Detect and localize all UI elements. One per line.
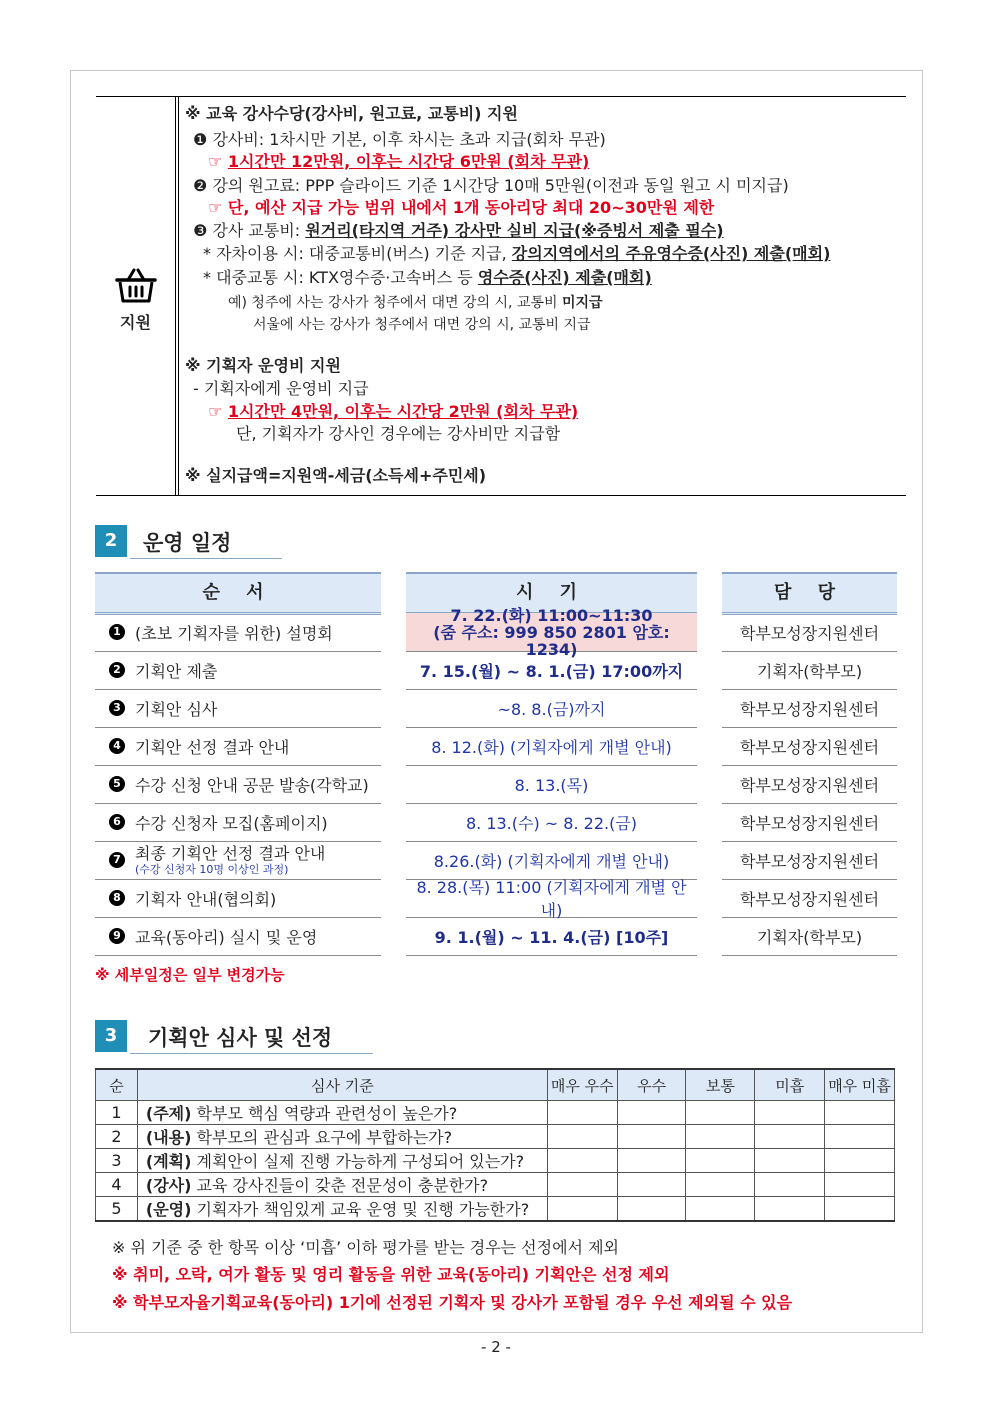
eval-row-number: 1 — [96, 1101, 138, 1125]
task-text — [135, 925, 317, 948]
task-label: 기획안 제출 — [135, 661, 218, 681]
task-label: 최종 기획안 선정 결과 안내 — [135, 843, 326, 863]
eval-category: (운영) — [145, 1200, 192, 1219]
support-text: 강사 교통비: — [212, 221, 306, 240]
schedule-time-cell — [406, 765, 697, 804]
support-line — [185, 104, 518, 124]
section2-number: 2 — [95, 525, 127, 557]
schedule-header-time: 시 기 — [406, 572, 697, 615]
schedule-owner-cell: 학부모성장지원센터 — [722, 689, 897, 728]
eval-score-cell[interactable] — [547, 1125, 617, 1149]
schedule-time-cell — [406, 917, 697, 956]
support-text: ※ 교육 강사수당(강사비, 원고료, 교통비) 지원 — [185, 104, 518, 123]
eval-score-cell[interactable] — [686, 1101, 755, 1125]
time-label: 7. 22.(화) 11:00~11:30 — [450, 605, 653, 625]
support-text: 강사비: 1차시만 기본, 이후 차시는 초과 지급(회차 무관) — [212, 130, 606, 149]
eval-criteria — [137, 1149, 547, 1173]
eval-question: 학부모의 관심과 요구에 부합하는가? — [191, 1128, 453, 1147]
support-line — [193, 130, 606, 150]
evaluation-table — [95, 1068, 895, 1222]
schedule-task-cell — [95, 765, 381, 804]
eval-row — [96, 1149, 895, 1173]
eval-score-cell[interactable] — [617, 1101, 686, 1125]
eval-criteria — [137, 1197, 547, 1222]
eval-score-cell[interactable] — [755, 1197, 825, 1222]
support-line — [203, 244, 830, 264]
task-label: 기획안 선정 결과 안내 — [135, 737, 290, 757]
support-text: ☞ 단, 예산 지급 가능 범위 내에서 1개 동아리당 최대 20~30만원 제한 — [208, 198, 715, 217]
eval-header-no: 순 — [96, 1069, 138, 1101]
support-text: ※ 기획자 운영비 지원 — [185, 356, 341, 375]
support-text: ☞ — [208, 152, 228, 171]
support-text: - 기획자에게 운영비 지급 — [193, 379, 369, 398]
eval-score-cell[interactable] — [617, 1173, 686, 1197]
support-text: ❷ — [193, 176, 213, 195]
task-text — [135, 811, 328, 834]
eval-question: 기획자가 책임있게 교육 운영 및 진행 가능한가? — [191, 1200, 530, 1219]
step-number-icon: 9 — [109, 928, 125, 944]
eval-criteria — [137, 1101, 547, 1125]
eval-criteria — [137, 1125, 547, 1149]
time-label: 8. 13.(수) ~ 8. 22.(금) — [465, 813, 638, 833]
step-number-icon: 5 — [109, 776, 125, 792]
schedule-owner-cell: 학부모성장지원센터 — [722, 879, 897, 918]
schedule-task-cell — [95, 879, 381, 918]
support-text: ※ 실지급액=지원액-세금(소득세+주민세) — [185, 466, 487, 485]
support-line — [185, 356, 341, 376]
eval-category: (내용) — [145, 1128, 192, 1147]
eval-row-number: 5 — [96, 1197, 138, 1222]
schedule-task-cell — [95, 651, 381, 690]
schedule-time-cell — [406, 727, 697, 766]
eval-score-cell[interactable] — [825, 1101, 895, 1125]
support-line — [185, 466, 486, 486]
support-text: * 자차이용 시: 대중교통비(버스) 기준 지급, — [203, 244, 512, 263]
eval-score-cell[interactable] — [686, 1173, 755, 1197]
schedule-header-owner: 담 당 — [722, 572, 897, 615]
schedule-owner-cell: 학부모성장지원센터 — [722, 841, 897, 880]
support-text: ☞ — [208, 402, 228, 421]
eval-header-average: 보통 — [686, 1069, 755, 1101]
support-line — [208, 198, 714, 218]
eval-score-cell[interactable] — [547, 1173, 617, 1197]
support-text: 강의지역에서의 주유영수증(사진) 제출(매회) — [511, 244, 831, 263]
section3-number: 3 — [95, 1020, 127, 1052]
task-text — [135, 659, 217, 682]
schedule-time-cell — [406, 879, 697, 918]
time-label: 7. 15.(월) ~ 8. 1.(금) 17:00까지 — [419, 661, 684, 681]
time-label: 8. 13.(목) — [514, 775, 589, 795]
schedule-owner-cell: 학부모성장지원센터 — [722, 803, 897, 842]
support-text: ❸ — [193, 221, 213, 240]
schedule-owner-cell: 기획자(학부모) — [722, 651, 897, 690]
eval-row-number: 4 — [96, 1173, 138, 1197]
eval-row — [96, 1125, 895, 1149]
schedule-time-cell — [406, 605, 697, 659]
eval-header-good: 우수 — [617, 1069, 686, 1101]
section2-title: 운영 일정 — [143, 531, 232, 555]
time-label: ~8. 8.(금)까지 — [497, 699, 606, 719]
eval-row-number: 3 — [96, 1149, 138, 1173]
eval-note-2: ※ 취미, 오락, 여가 활동 및 영리 활동을 위한 교육(동아리) 기획안은 선정 제외 — [112, 1265, 670, 1284]
support-line — [193, 176, 789, 196]
eval-category: (강사) — [145, 1176, 192, 1195]
schedule-time-cell — [406, 689, 697, 728]
eval-score-cell[interactable] — [547, 1197, 617, 1222]
support-text: 예) 청주에 사는 강사가 청주에서 대면 강의 시, 교통비 — [228, 295, 562, 311]
time-sub-label: (줌 주소: 999 850 2801 암호: 1234) — [433, 622, 670, 659]
task-sub-label: (수강 신청자 10명 이상인 과정) — [135, 862, 289, 876]
step-number-icon: 4 — [109, 738, 125, 754]
eval-score-cell[interactable] — [617, 1125, 686, 1149]
eval-category: (주제) — [145, 1104, 192, 1123]
task-text — [135, 735, 289, 758]
eval-score-cell[interactable] — [755, 1149, 825, 1173]
task-text — [135, 887, 276, 910]
eval-header-criteria: 심사 기준 — [137, 1069, 547, 1101]
eval-row-number: 2 — [96, 1125, 138, 1149]
eval-question: 계획안이 실제 진행 가능하게 구성되어 있는가? — [191, 1152, 525, 1171]
support-text: 원거리(타지역 거주) 강사만 실비 지급(※증빙서 제출 필수) — [305, 221, 724, 240]
support-label: 지원 — [120, 313, 151, 332]
schedule-header-order: 순 서 — [95, 572, 381, 615]
task-label: 수강 신청 안내 공문 발송(각학교) — [135, 775, 369, 795]
eval-score-cell[interactable] — [547, 1149, 617, 1173]
support-line — [236, 424, 560, 444]
eval-score-cell[interactable] — [617, 1149, 686, 1173]
eval-score-cell[interactable] — [547, 1101, 617, 1125]
schedule-owner-cell: 학부모성장지원센터 — [722, 765, 897, 804]
time-label: 9. 1.(월) ~ 11. 4.(금) [10주] — [434, 927, 669, 947]
eval-question: 교육 강사진들이 갖춘 전문성이 충분한가? — [191, 1176, 489, 1195]
section2-underline — [130, 558, 282, 559]
support-line — [228, 292, 603, 313]
eval-row — [96, 1173, 895, 1197]
step-number-icon: 6 — [109, 814, 125, 830]
eval-header-excellent: 매우 우수 — [547, 1069, 617, 1101]
eval-header-very-poor: 매우 미흡 — [825, 1069, 895, 1101]
support-bottom-rule — [96, 495, 906, 496]
time-label: 8. 28.(목) 11:00 (기획자에게 개별 안내) — [416, 878, 687, 920]
task-label: 기획안 심사 — [135, 699, 218, 719]
schedule-task-cell — [95, 841, 381, 880]
task-text — [135, 697, 217, 720]
eval-header-poor: 미흡 — [755, 1069, 825, 1101]
step-number-icon: 8 — [109, 890, 125, 906]
schedule-task-cell — [95, 689, 381, 728]
support-divider-inner — [178, 96, 179, 496]
support-line — [253, 314, 591, 335]
schedule-task-cell — [95, 803, 381, 842]
time-label: 8. 12.(화) (기획자에게 개별 안내) — [431, 737, 672, 757]
schedule-time-cell — [406, 803, 697, 842]
support-text: * 대중교통 시: KTX영수증·고속버스 등 — [203, 268, 478, 287]
eval-score-cell[interactable] — [686, 1125, 755, 1149]
schedule-task-cell — [95, 917, 381, 956]
support-text: 단, 기획자가 강사인 경우에는 강사비만 지급함 — [236, 424, 561, 443]
section3-title: 기획안 심사 및 선정 — [148, 1026, 333, 1050]
schedule-task-cell — [95, 613, 381, 652]
support-text: 서울에 사는 강사가 청주에서 대면 강의 시, 교통비 지급 — [253, 317, 591, 333]
support-divider — [175, 96, 176, 496]
task-label: 수강 신청자 모집(홈페이지) — [135, 813, 328, 833]
eval-note-1: ※ 위 기준 중 한 항목 이상 ‘미흡’ 이하 평가를 받는 경우는 선정에서 제외 — [112, 1238, 620, 1257]
support-text: 1시간만 12만원, 이후는 시간당 6만원 (회차 무관) — [227, 152, 590, 171]
schedule-owner-cell: 학부모성장지원센터 — [722, 727, 897, 766]
eval-category: (계획) — [145, 1152, 192, 1171]
support-line — [208, 402, 578, 422]
task-label: 교육(동아리) 실시 및 운영 — [135, 927, 318, 947]
eval-score-cell[interactable] — [825, 1149, 895, 1173]
eval-criteria — [137, 1173, 547, 1197]
eval-score-cell[interactable] — [755, 1125, 825, 1149]
eval-row — [96, 1101, 895, 1125]
task-text — [135, 845, 325, 876]
task-text — [135, 773, 369, 796]
support-line — [208, 152, 589, 172]
support-line — [193, 221, 724, 241]
task-label: (초보 기획자를 위한) 설명회 — [135, 623, 333, 643]
eval-score-cell[interactable] — [686, 1197, 755, 1222]
support-text: 강의 원고료: PPP 슬라이드 기준 1시간당 10매 5만원(이전과 동일 원고 시 미지급) — [212, 176, 789, 195]
eval-score-cell[interactable] — [755, 1173, 825, 1197]
eval-score-cell[interactable] — [825, 1173, 895, 1197]
support-line — [193, 379, 369, 399]
time-label: 8.26.(화) (기획자에게 개별 안내) — [433, 851, 670, 871]
support-text: ❶ — [193, 130, 213, 149]
support-line — [203, 268, 652, 288]
support-text: 1시간만 4만원, 이후는 시간당 2만원 (회차 무관) — [227, 402, 579, 421]
support-text: 영수증(사진) 제출(매회) — [477, 268, 652, 287]
section3-underline — [130, 1053, 373, 1054]
support-text: 미지급 — [561, 295, 603, 311]
schedule-note: ※ 세부일정은 일부 변경가능 — [95, 966, 285, 984]
schedule-owner-cell: 기획자(학부모) — [722, 917, 897, 956]
eval-score-cell[interactable] — [686, 1149, 755, 1173]
schedule-task-cell — [95, 727, 381, 766]
task-label: 기획자 안내(협의회) — [135, 889, 277, 909]
support-top-rule — [96, 96, 906, 97]
eval-row — [96, 1197, 895, 1222]
schedule-owner-cell: 학부모성장지원센터 — [722, 613, 897, 652]
basket-icon — [114, 268, 158, 304]
step-number-icon: 1 — [109, 624, 125, 640]
eval-score-cell[interactable] — [755, 1101, 825, 1125]
eval-score-cell[interactable] — [617, 1197, 686, 1222]
eval-score-cell[interactable] — [825, 1197, 895, 1222]
eval-score-cell[interactable] — [825, 1125, 895, 1149]
eval-question: 학부모 핵심 역량과 관련성이 높은가? — [191, 1104, 458, 1123]
page-number: - 2 - — [481, 1338, 511, 1356]
step-number-icon: 7 — [109, 852, 125, 868]
step-number-icon: 2 — [109, 662, 125, 678]
eval-note-3: ※ 학부모자율기획교육(동아리) 1기에 선정된 기획자 및 강사가 포함될 경우 우선 제외될 수 있음 — [112, 1293, 793, 1312]
step-number-icon: 3 — [109, 700, 125, 716]
task-text — [135, 621, 333, 644]
schedule-time-cell — [406, 651, 697, 690]
